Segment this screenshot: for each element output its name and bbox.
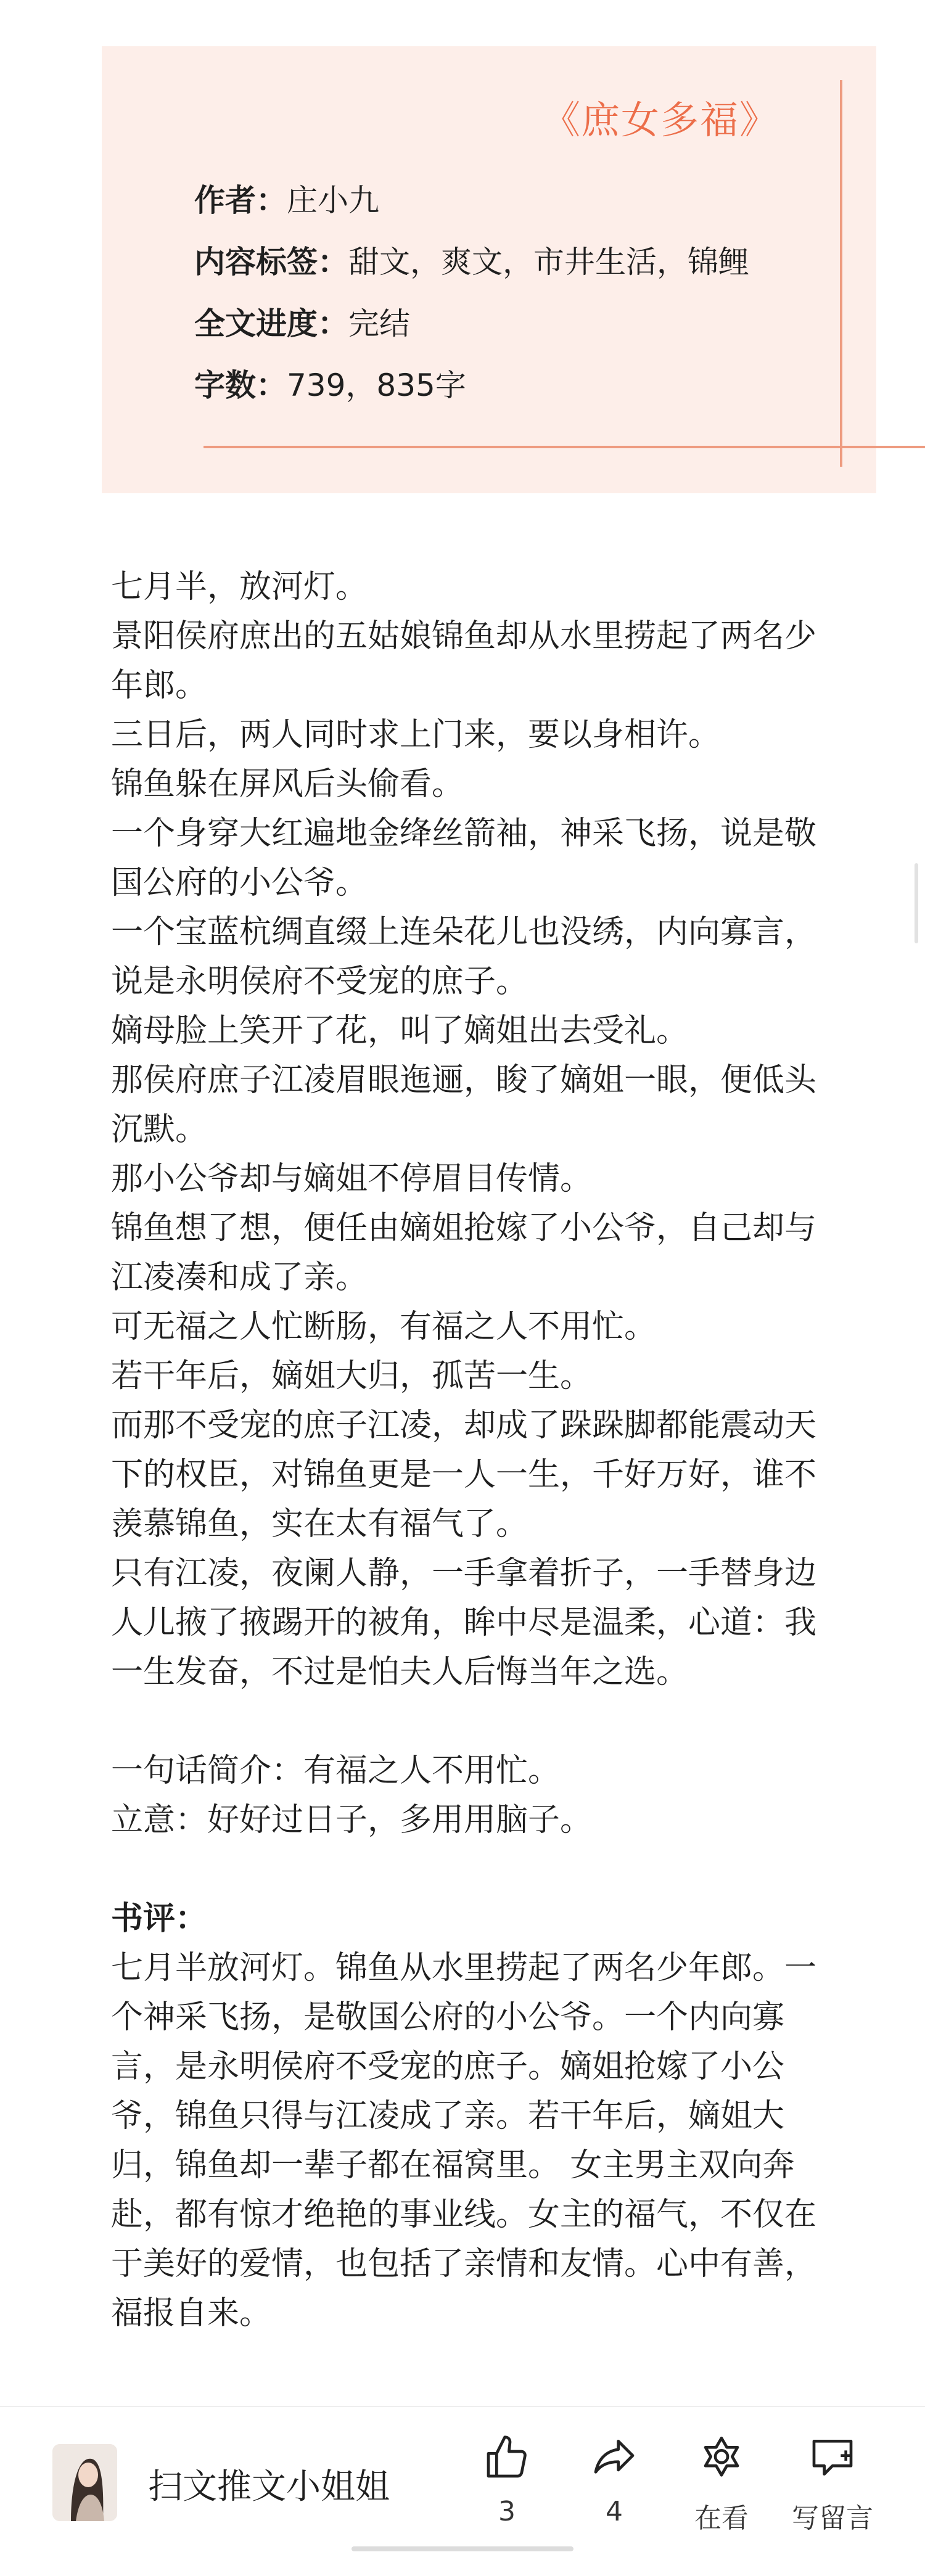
comment-button[interactable] [783, 2433, 882, 2535]
review-heading: 书评： [111, 1900, 208, 1937]
meta-tags [194, 237, 749, 282]
avatar-portrait-icon [52, 2444, 117, 2521]
share-arrow-icon [590, 2433, 639, 2482]
meta-tags-key: 内容标签： [194, 244, 348, 280]
spacer [111, 1697, 826, 1746]
meta-author [194, 176, 379, 220]
scrollbar[interactable] [915, 863, 918, 943]
bottom-action-bar [0, 2407, 925, 2576]
meta-author-value: 庄小九 [287, 183, 379, 218]
meta-wordcount [194, 361, 466, 405]
meta-progress-value: 完结 [348, 306, 410, 342]
paragraph: 三日后，两人同时求上门来，要以身相许。 [111, 716, 721, 753]
theme-line: 立意：好好过日子，多用用脑子。 [111, 1802, 593, 1839]
card-vertical-rule [840, 80, 842, 467]
card-horizontal-rule [204, 446, 925, 448]
paragraph: 一个身穿大红遍地金绛丝箭袖，神采飞扬，说是敬国公府的小公爷。 [111, 815, 817, 901]
home-indicator [352, 2546, 574, 2551]
meta-wordcount-value: 739，835字 [287, 367, 466, 403]
spacer [111, 1845, 826, 1894]
paragraph: 嫡母脸上笑开了花，叫了嫡姐出去受礼。 [111, 1012, 689, 1049]
meta-progress [194, 299, 410, 343]
share-button[interactable] [565, 2433, 664, 2527]
meta-wordcount-key: 字数： [194, 367, 287, 403]
paragraph: 七月半，放河灯。 [111, 568, 368, 605]
paragraph: 一个宝蓝杭绸直缀上连朵花儿也没绣，内向寡言，说是永明侯府不受宠的庶子。 [111, 914, 817, 1000]
paragraph: 锦鱼躲在屏风后头偷看。 [111, 766, 464, 803]
paragraph: 景阳侯府庶出的五姑娘锦鱼却从水里捞起了两名少年郎。 [111, 618, 817, 704]
paragraph: 那小公爷却与嫡姐不停眉目传情。 [111, 1160, 593, 1197]
comment-label: 写留言 [792, 2503, 873, 2534]
book-title: 《庶女多福》 [541, 97, 779, 142]
thumbs-up-icon [482, 2433, 532, 2482]
author-name[interactable]: 扫文推文小姐姐 [148, 2467, 390, 2507]
paragraph: 若干年后，嫡姐大归，孤苦一生。 [111, 1358, 593, 1395]
author-avatar[interactable] [52, 2444, 117, 2521]
paragraph: 可无福之人忙断肠，有福之人不用忙。 [111, 1308, 657, 1345]
one-line-summary: 一句话简介：有福之人不用忙。 [111, 1752, 561, 1789]
paragraph: 那侯府庶子江凌眉眼迤逦，睃了嫡姐一眼，便低头沉默。 [111, 1062, 817, 1148]
book-info-card [102, 46, 876, 493]
comment-icon [808, 2433, 857, 2482]
meta-tags-value: 甜文，爽文，市井生活，锦鲤 [348, 244, 749, 280]
flower-icon [697, 2433, 746, 2482]
share-count: 4 [606, 2496, 623, 2527]
like-button[interactable] [458, 2433, 556, 2527]
review-text: 七月半放河灯。锦鱼从水里捞起了两名少年郎。一个神采飞扬，是敬国公府的小公爷。一个内向寡言，是永明侯府不受宠的庶子。嫡姐抢嫁了小公爷，锦鱼只得与江凌成了亲。若干年后，嫡姐大归，锦鱼却一辈子都在福窝里。 女主男主双向奔赴，都有惊才绝艳的事业线。女主的福气，不仅在于美好的爱情，也包括了亲情和友情。心中有善，福报自来。 [111, 1950, 817, 2332]
paragraph: 而那不受宠的庶子江凌，却成了跺跺脚都能震动天下的权臣，对锦鱼更是一人一生，千好万好，谁不羡慕锦鱼，实在太有福气了。 [111, 1407, 817, 1543]
paragraph: 锦鱼想了想，便任由嫡姐抢嫁了小公爷，自己却与江凌凑和成了亲。 [111, 1210, 817, 1296]
watching-button[interactable] [672, 2433, 771, 2535]
watching-label: 在看 [694, 2503, 749, 2534]
article-body [111, 562, 826, 2338]
meta-progress-key: 全文进度： [194, 306, 348, 342]
meta-author-key: 作者： [194, 183, 287, 218]
paragraph: 只有江凌，夜阑人静，一手拿着折子，一手替身边人儿掖了掖踢开的被角，眸中尽是温柔，心道：我一生发奋，不过是怕夫人后悔当年之选。 [111, 1555, 817, 1691]
like-count: 3 [498, 2496, 516, 2527]
